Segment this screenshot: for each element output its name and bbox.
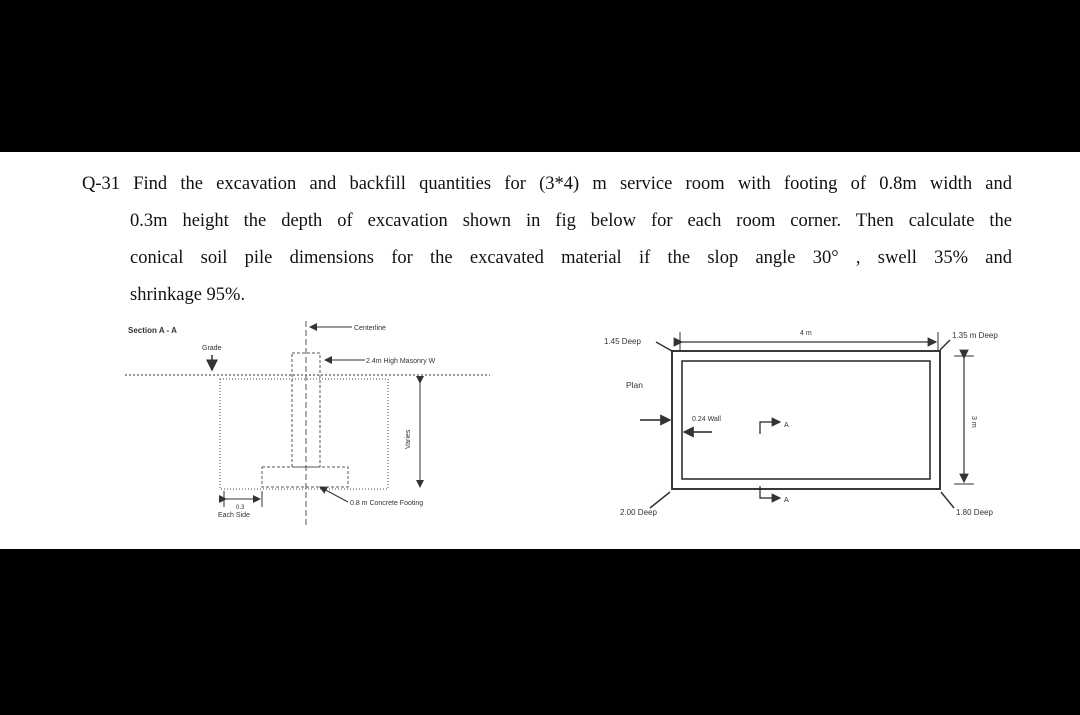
question-line-3: conical soil pile dimensions for the excavated material if the slop angle 30° , swell 35% and [130,248,1012,268]
question-line-4: shrinkage 95%. [130,285,246,305]
question-text [82,166,1012,314]
concrete-footing [262,467,348,487]
section-marker-top: A [784,422,789,429]
width-label: 3 m [970,416,977,428]
footing-label: 0.8 m Concrete Footing [350,500,424,507]
offset-value: 0.3 [236,505,245,511]
wall-label: 0.24 Wall [692,416,721,423]
masonry-label: 2.4m High Masonry W [366,358,436,365]
bottom-right-depth: 1.80 Deep [956,508,993,517]
footing-leader [320,487,348,502]
section-cut-bottom [760,486,780,498]
bottom-left-leader [650,492,670,508]
plan-drawing [600,320,1020,530]
length-label: 4 m [800,330,812,337]
section-drawing [120,317,500,537]
each-side-label: Each Side [218,512,250,519]
top-right-leader [940,340,950,350]
question-line-2: 0.3m height the depth of excavation shown in fig below for each room corner. Then calculate the [130,211,1012,231]
grade-label: Grade [202,345,222,352]
varies-label: Varies [405,429,412,449]
section-cut-top [760,422,780,434]
section-title: Section A - A [128,326,177,335]
top-left-leader [656,342,672,351]
top-left-depth: 1.45 Deep [604,337,641,346]
bottom-right-leader [941,492,954,508]
question-page [0,152,1080,549]
top-right-depth: 1.35 m Deep [952,331,998,340]
section-marker-bottom: A [784,497,789,504]
question-line-1: Q-31 Find the excavation and backfill quantities for (3*4) m service room with footing of 0.8m width and [82,174,1012,194]
centerline-label: Centerline [354,325,386,332]
bottom-left-depth: 2.00 Deep [620,508,657,517]
excavation-trench [220,379,388,489]
plan-title: Plan [626,380,644,390]
